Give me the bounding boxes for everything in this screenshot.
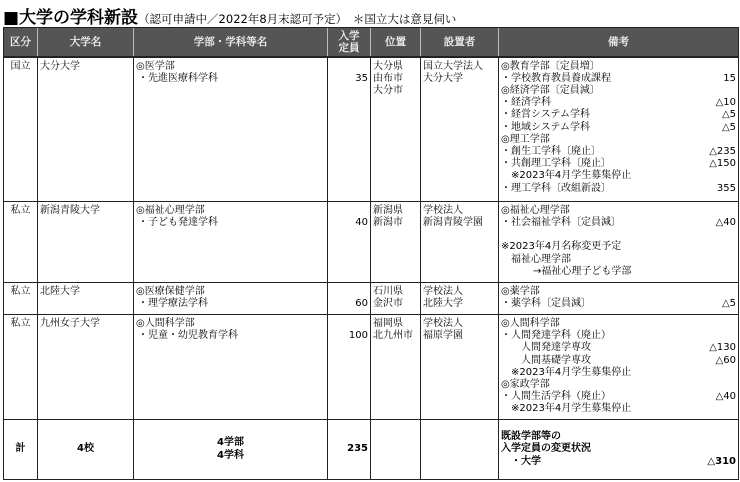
- header-category: 区分: [4, 28, 38, 57]
- header-location: 位置: [371, 28, 421, 57]
- remark-line: [501, 73, 736, 85]
- header-university: 大学名: [38, 28, 134, 57]
- new-departments-table: [3, 27, 739, 480]
- remark-line: [501, 134, 736, 146]
- remark-text: ・社会福祉学科〔定員減〕: [501, 217, 621, 229]
- remark-line: [501, 379, 736, 391]
- remark-text: ◎経済学部〔定員減〕: [501, 84, 600, 96]
- founder-cell: [421, 57, 499, 202]
- remark-text: ◎人間科学部: [501, 318, 560, 329]
- location-cell: [371, 202, 421, 283]
- remark-line: [501, 205, 736, 217]
- total-item: ・大学: [511, 455, 541, 467]
- cell-line: 学校法人: [423, 286, 463, 297]
- cell-line: 4学科: [217, 449, 244, 461]
- table-row: [4, 202, 739, 283]
- remark-line: [501, 342, 736, 354]
- remark-text: ※2023年4月名称変更予定: [501, 241, 622, 253]
- remark-text: 人間発達学専攻: [521, 342, 591, 354]
- remark-text: ・学校教育教員養成課程: [501, 72, 611, 84]
- remark-value: △235: [709, 145, 736, 157]
- remark-text: 福祉心理学部: [511, 253, 571, 265]
- capacity-cell: 35: [328, 57, 371, 202]
- remark-value: △150: [709, 158, 736, 170]
- remark-text: ・人間生活学科（廃止）: [501, 391, 611, 403]
- remark-value: △10: [715, 97, 736, 109]
- faculty-cell: [134, 283, 328, 315]
- remark-text: ・経済学科: [501, 97, 551, 109]
- university-name-cell: 大分大学: [38, 57, 134, 202]
- cell-line: 大分大学: [423, 72, 463, 84]
- total-item-line: [501, 456, 736, 468]
- remark-line: [501, 266, 736, 278]
- cell-line: 学校法人: [423, 318, 463, 329]
- total-label: 計: [4, 420, 38, 480]
- category-cell: 私立: [4, 202, 38, 283]
- university-name-cell: 新潟青陵大学: [38, 202, 134, 283]
- remark-line: [501, 403, 736, 415]
- remark-text: ◎教育学部〔定員増〕: [501, 60, 600, 72]
- remark-line: [501, 286, 736, 298]
- header-remarks: 備考: [499, 28, 739, 57]
- remark-text: ・創生工学科〔廃止〕: [501, 145, 601, 157]
- cell-line: 学校法人: [423, 205, 463, 216]
- cell-line: 新潟青陵学園: [423, 217, 483, 229]
- title-sub: （認可申請中／2022年8月末認可予定） ＊国立大は意見伺い: [138, 12, 457, 26]
- location-cell: [371, 57, 421, 202]
- cell-line: 大分市: [373, 84, 403, 96]
- remark-text: ※2023年4月学生募集停止: [511, 403, 632, 415]
- title-main: ■大学の学科新設: [3, 8, 139, 28]
- cell-line: ◎医学部: [136, 60, 175, 72]
- remark-text: ※2023年4月学生募集停止: [511, 170, 632, 182]
- remark-value: 15: [723, 72, 736, 84]
- remark-text: ◎福祉心理学部: [501, 205, 570, 216]
- remark-value: △5: [721, 109, 736, 121]
- location-cell: [371, 283, 421, 315]
- remarks-cell: [499, 283, 739, 315]
- cell-line: 福岡県: [373, 318, 403, 329]
- capacity-cell: 60: [328, 283, 371, 315]
- university-name-cell: 九州女子大学: [38, 315, 134, 420]
- remark-text: 人間基礎学専攻: [521, 354, 591, 366]
- cell-line: 新潟県: [373, 205, 403, 216]
- cell-line: ◎人間科学部: [136, 318, 195, 329]
- cell-line: ・児童・幼児教育学科: [138, 330, 238, 342]
- header-founder: 設置者: [421, 28, 499, 57]
- total-item-value: △310: [707, 455, 736, 467]
- remark-line: [501, 355, 736, 367]
- cell-line: ・先進医療科学科: [138, 72, 218, 84]
- spacer: [501, 229, 736, 241]
- category-cell: 私立: [4, 315, 38, 420]
- remark-line: [501, 170, 736, 182]
- cell-line: 4学部: [217, 437, 244, 449]
- location-cell: [371, 315, 421, 420]
- remarks-cell: [499, 202, 739, 283]
- remark-value: △130: [709, 342, 736, 354]
- category-cell: 私立: [4, 283, 38, 315]
- remark-line: [501, 298, 736, 310]
- founder-cell: [421, 202, 499, 283]
- cell-line: ・子ども発達学科: [138, 217, 218, 229]
- cell-line: 金沢市: [373, 298, 403, 310]
- header-capacity: 入学 定員: [328, 28, 371, 57]
- cell-line: 北九州市: [373, 330, 413, 342]
- remark-value: △40: [715, 391, 736, 403]
- remark-line: [501, 183, 736, 195]
- table-row: [4, 283, 739, 315]
- cell-line: ◎医療保健学部: [136, 286, 205, 297]
- table-row: [4, 315, 739, 420]
- founder-cell: [421, 315, 499, 420]
- page-title: [3, 3, 456, 28]
- cell-line: ◎福祉心理学部: [136, 205, 205, 216]
- total-founder: [421, 420, 499, 480]
- total-remarks: [499, 420, 739, 480]
- remark-text: ◎理工学部: [501, 133, 550, 145]
- remark-line: [501, 254, 736, 266]
- remark-line: [501, 318, 736, 330]
- cell-line: 大分県: [373, 60, 403, 72]
- remarks-cell: [499, 315, 739, 420]
- remark-line: [501, 158, 736, 170]
- cell-line: 入学定員の変更状況: [501, 443, 591, 455]
- remark-line: [501, 391, 736, 403]
- remark-text: ・地域システム学科: [501, 121, 590, 133]
- remark-line: [501, 367, 736, 379]
- cell-line: 既設学部等の: [501, 431, 561, 443]
- remark-line: [501, 85, 736, 97]
- remark-line: [501, 217, 736, 229]
- cell-line: ・理学療法学科: [138, 298, 208, 310]
- total-location: [371, 420, 421, 480]
- founder-cell: [421, 283, 499, 315]
- cell-line: 新潟市: [373, 217, 403, 229]
- remark-text: ・薬学科〔定員減〕: [501, 298, 591, 310]
- faculty-cell: [134, 315, 328, 420]
- cell-line: 福原学園: [423, 330, 463, 342]
- remark-value: △5: [721, 298, 736, 310]
- total-row: [4, 420, 739, 480]
- remark-text: →福祉心理子ども学部: [533, 265, 632, 277]
- header-faculty: 学部・学科等名: [134, 28, 328, 57]
- remark-line: [501, 122, 736, 134]
- capacity-cell: 100: [328, 315, 371, 420]
- total-schools: 4校: [38, 420, 134, 480]
- faculty-cell: [134, 57, 328, 202]
- remark-line: [501, 241, 736, 253]
- total-capacity: 235: [328, 420, 371, 480]
- university-name-cell: 北陸大学: [38, 283, 134, 315]
- remark-text: ※2023年4月学生募集停止: [511, 366, 632, 378]
- total-faculty: [134, 420, 328, 480]
- remark-text: ◎薬学部: [501, 286, 540, 297]
- remark-value: △5: [721, 121, 736, 133]
- remark-value: 355: [716, 182, 736, 194]
- remarks-cell: [499, 57, 739, 202]
- table-row: [4, 57, 739, 202]
- remark-text: ・人間発達学科（廃止）: [501, 330, 611, 342]
- remark-value: △60: [715, 354, 736, 366]
- remark-text: ・理工学科〔改組新設〕: [501, 182, 611, 194]
- cell-line: 石川県: [373, 286, 403, 297]
- remark-text: ・共創理工学科〔廃止〕: [501, 158, 611, 170]
- remark-text: ・経営システム学科: [501, 109, 590, 121]
- remark-line: [501, 109, 736, 121]
- remark-line: [501, 61, 736, 73]
- capacity-cell: 40: [328, 202, 371, 283]
- cell-line: 北陸大学: [423, 298, 463, 310]
- cell-line: 国立大学法人: [423, 60, 483, 72]
- remark-line: [501, 146, 736, 158]
- category-cell: 国立: [4, 57, 38, 202]
- remark-value: △40: [715, 217, 736, 229]
- cell-line: 由布市: [373, 72, 403, 84]
- remark-line: [501, 330, 736, 342]
- remark-text: ◎家政学部: [501, 379, 550, 391]
- faculty-cell: [134, 202, 328, 283]
- remark-line: [501, 97, 736, 109]
